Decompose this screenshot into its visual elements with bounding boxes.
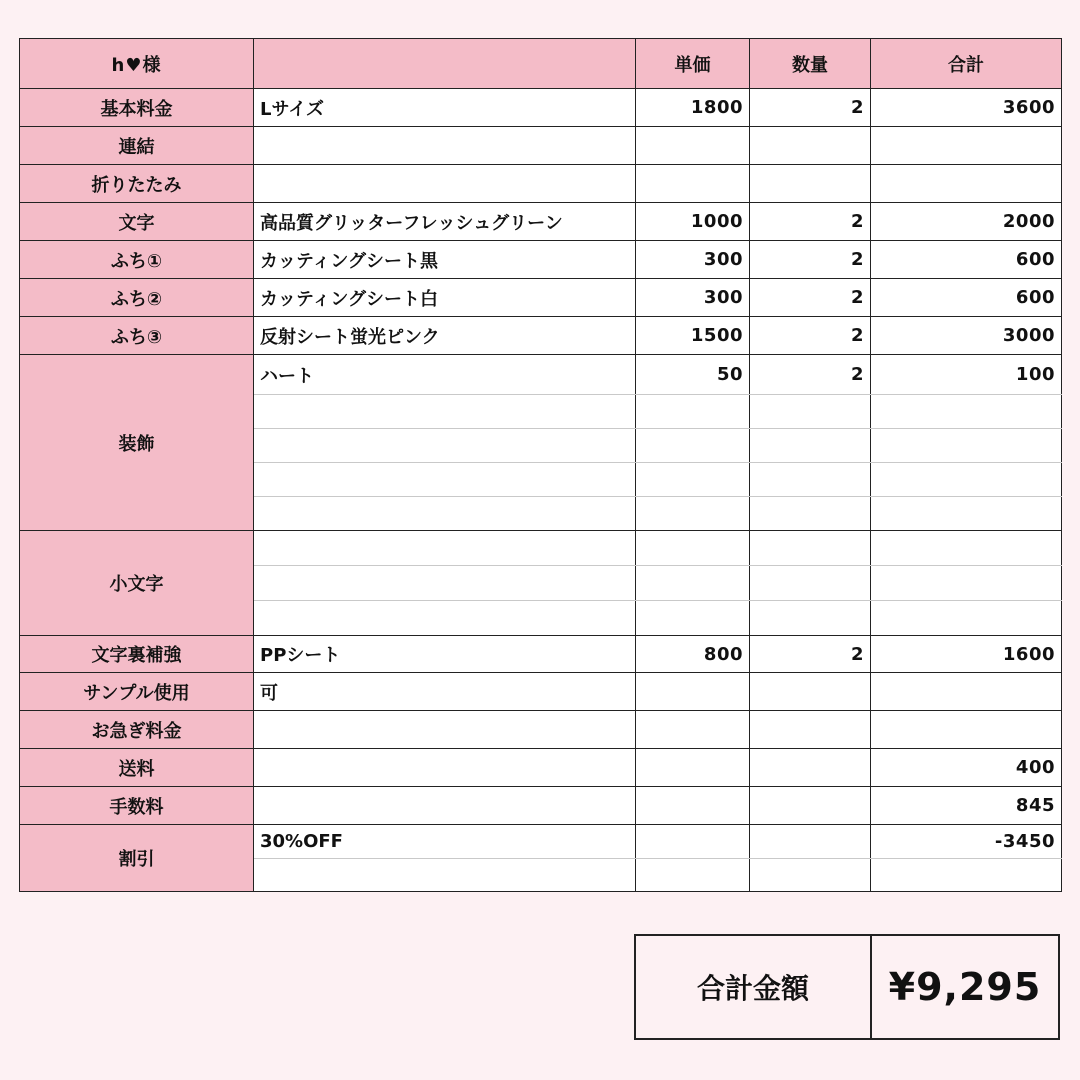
- row-total: 1600: [871, 636, 1062, 673]
- row-item: カッティングシート白: [254, 279, 636, 317]
- table-row: [20, 711, 1062, 749]
- row-unit-price: 300: [636, 279, 750, 317]
- table-row: [20, 89, 1062, 127]
- row-label: サンプル使用: [20, 673, 254, 711]
- grand-total-box: [634, 934, 1060, 1040]
- decoration-quantity: 2: [750, 355, 871, 395]
- decoration-unit-price: [636, 395, 750, 429]
- discount-unit-price: [636, 825, 750, 859]
- row-unit-price: 1000: [636, 203, 750, 241]
- row-quantity: 2: [750, 317, 871, 355]
- row-item: [254, 749, 636, 787]
- row-label: 送料: [20, 749, 254, 787]
- discount-item: 30%OFF: [254, 825, 636, 859]
- row-item: [254, 127, 636, 165]
- small-text-quantity: [750, 566, 871, 601]
- small-text-row: [20, 531, 1062, 566]
- small-text-total: [871, 601, 1062, 636]
- row-total: [871, 711, 1062, 749]
- row-unit-price: [636, 673, 750, 711]
- decoration-item: ハート: [254, 355, 636, 395]
- small-text-item: [254, 601, 636, 636]
- decoration-total: [871, 463, 1062, 497]
- row-label: 基本料金: [20, 89, 254, 127]
- discount-quantity: [750, 859, 871, 892]
- decoration-unit-price: [636, 497, 750, 531]
- header-item-blank: [254, 39, 636, 89]
- row-quantity: 2: [750, 203, 871, 241]
- decoration-unit-price: [636, 429, 750, 463]
- row-total: 400: [871, 749, 1062, 787]
- decoration-total: 100: [871, 355, 1062, 395]
- table-row: [20, 203, 1062, 241]
- small-text-total: [871, 566, 1062, 601]
- row-unit-price: [636, 711, 750, 749]
- row-total: [871, 165, 1062, 203]
- small-text-item: [254, 566, 636, 601]
- row-item: [254, 787, 636, 825]
- row-quantity: [750, 127, 871, 165]
- discount-row: [20, 825, 1062, 859]
- row-total: 845: [871, 787, 1062, 825]
- row-total: 2000: [871, 203, 1062, 241]
- table-row: [20, 165, 1062, 203]
- table-row: [20, 787, 1062, 825]
- decoration-label: 装飾: [20, 355, 254, 531]
- decoration-total: [871, 395, 1062, 429]
- small-text-item: [254, 531, 636, 566]
- row-unit-price: 800: [636, 636, 750, 673]
- row-unit-price: 300: [636, 241, 750, 279]
- decoration-quantity: [750, 395, 871, 429]
- header-unit-price: 単価: [636, 39, 750, 89]
- decoration-total: [871, 429, 1062, 463]
- row-label: ふち②: [20, 279, 254, 317]
- row-total: [871, 127, 1062, 165]
- row-total: 600: [871, 241, 1062, 279]
- row-quantity: [750, 673, 871, 711]
- row-quantity: 2: [750, 636, 871, 673]
- row-item: カッティングシート黒: [254, 241, 636, 279]
- table-row: [20, 673, 1062, 711]
- grand-total-amount: ¥9,295: [888, 965, 1042, 1009]
- small-text-unit-price: [636, 531, 750, 566]
- decoration-item: [254, 463, 636, 497]
- discount-total: -3450: [871, 825, 1062, 859]
- small-text-total: [871, 531, 1062, 566]
- row-item: [254, 711, 636, 749]
- row-unit-price: [636, 165, 750, 203]
- decoration-quantity: [750, 497, 871, 531]
- row-item: 反射シート蛍光ピンク: [254, 317, 636, 355]
- header-quantity: 数量: [750, 39, 871, 89]
- table-row: [20, 636, 1062, 673]
- row-label: 折りたたみ: [20, 165, 254, 203]
- small-text-label: 小文字: [20, 531, 254, 636]
- table-row: [20, 317, 1062, 355]
- discount-unit-price: [636, 859, 750, 892]
- decoration-item: [254, 395, 636, 429]
- header-total: 合計: [871, 39, 1062, 89]
- row-unit-price: [636, 787, 750, 825]
- discount-quantity: [750, 825, 871, 859]
- small-text-unit-price: [636, 601, 750, 636]
- row-quantity: [750, 749, 871, 787]
- row-label: 文字: [20, 203, 254, 241]
- price-table: [19, 38, 1062, 892]
- row-total: 3600: [871, 89, 1062, 127]
- decoration-item: [254, 497, 636, 531]
- row-label: ふち①: [20, 241, 254, 279]
- row-label: 連結: [20, 127, 254, 165]
- row-unit-price: [636, 749, 750, 787]
- row-total: 600: [871, 279, 1062, 317]
- row-quantity: 2: [750, 89, 871, 127]
- row-quantity: 2: [750, 241, 871, 279]
- row-quantity: [750, 787, 871, 825]
- row-item: 可: [254, 673, 636, 711]
- row-total: [871, 673, 1062, 711]
- decoration-row: [20, 355, 1062, 395]
- discount-label: 割引: [20, 825, 254, 892]
- customer-name: h♥様: [20, 39, 254, 89]
- row-label: ふち③: [20, 317, 254, 355]
- row-total: 3000: [871, 317, 1062, 355]
- table-row: [20, 241, 1062, 279]
- row-item: [254, 165, 636, 203]
- decoration-quantity: [750, 429, 871, 463]
- row-item: 高品質グリッターフレッシュグリーン: [254, 203, 636, 241]
- row-item: Lサイズ: [254, 89, 636, 127]
- row-unit-price: 1500: [636, 317, 750, 355]
- table-header-row: [20, 39, 1062, 89]
- grand-total-label: 合計金額: [636, 936, 872, 1038]
- row-quantity: [750, 165, 871, 203]
- small-text-quantity: [750, 601, 871, 636]
- discount-total: [871, 859, 1062, 892]
- decoration-unit-price: [636, 463, 750, 497]
- table-row: [20, 127, 1062, 165]
- decoration-unit-price: 50: [636, 355, 750, 395]
- small-text-unit-price: [636, 566, 750, 601]
- decoration-item: [254, 429, 636, 463]
- row-label: 手数料: [20, 787, 254, 825]
- decoration-quantity: [750, 463, 871, 497]
- table-row: [20, 749, 1062, 787]
- row-label: 文字裏補強: [20, 636, 254, 673]
- row-unit-price: 1800: [636, 89, 750, 127]
- row-quantity: 2: [750, 279, 871, 317]
- row-item: PPシート: [254, 636, 636, 673]
- row-quantity: [750, 711, 871, 749]
- row-label: お急ぎ料金: [20, 711, 254, 749]
- decoration-total: [871, 497, 1062, 531]
- row-unit-price: [636, 127, 750, 165]
- small-text-quantity: [750, 531, 871, 566]
- table-row: [20, 279, 1062, 317]
- discount-item: [254, 859, 636, 892]
